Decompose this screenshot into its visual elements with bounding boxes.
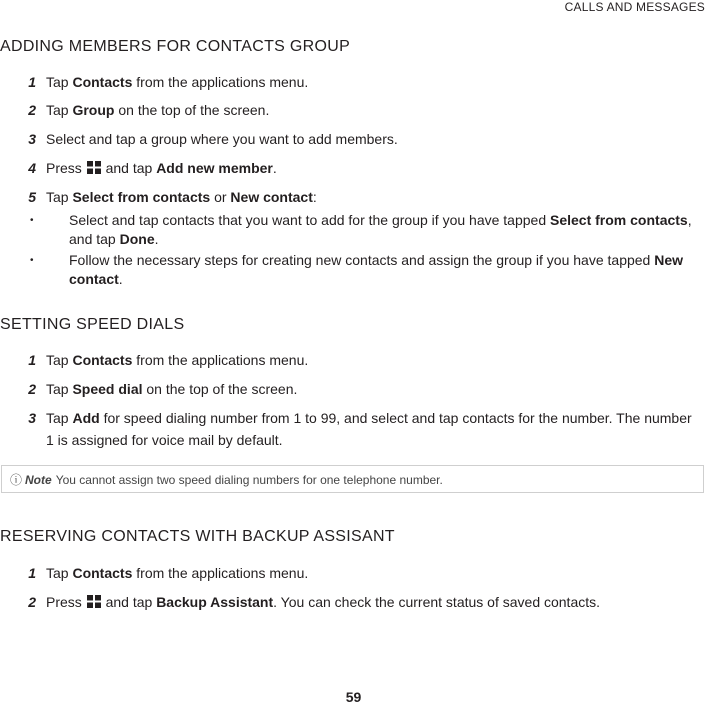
info-icon: ⓘ	[10, 473, 23, 487]
bullet-icon: •	[30, 255, 34, 266]
step-number: 2	[28, 381, 36, 397]
note-label: Note	[25, 473, 52, 487]
step-number: 1	[28, 565, 36, 581]
step-text: Tap Add for speed dialing number from 1 to 99, and select and tap contacts for the number. The number 1 is assigned for voice mail by default.	[46, 410, 692, 448]
step-number: 2	[28, 594, 36, 610]
step-text: Select and tap a group where you want to add members.	[46, 131, 398, 147]
section-title-speed-dials: SETTING SPEED DIALS	[0, 316, 185, 333]
step-number: 1	[28, 352, 36, 368]
section-title-contacts-group: ADDING MEMBERS FOR CONTACTS GROUP	[0, 38, 351, 55]
note-text: You cannot assign two speed dialing numbers for one telephone number.	[55, 473, 443, 487]
bullet-icon: •	[30, 215, 34, 226]
step-number: 5	[28, 189, 36, 205]
step-number: 3	[28, 131, 36, 147]
step-number: 4	[28, 160, 36, 176]
section-title-backup-assistant: RESERVING CONTACTS WITH BACKUP ASSISANT	[0, 528, 395, 545]
menu-grid-icon	[87, 595, 101, 608]
page-number: 59	[345, 689, 362, 705]
step-number: 1	[28, 74, 36, 90]
step-text: Tap Contacts from the applications menu.	[46, 565, 309, 581]
page-header: CALLS AND MESSAGES	[564, 0, 705, 14]
step-text: Tap Contacts from the applications menu.	[46, 352, 309, 368]
bullet-text: Follow the necessary steps for creating new contacts and assign the group if you have tapped New contact.	[69, 252, 684, 287]
step-text: Press and tap Add new member.	[46, 160, 277, 176]
step-text: Tap Contacts from the applications menu.	[46, 74, 309, 90]
step-number: 2	[28, 102, 36, 118]
step-text: Tap Speed dial on the top of the screen.	[46, 381, 298, 397]
step-text: Tap Group on the top of the screen.	[46, 102, 270, 118]
step-text: Tap Select from contacts or New contact:	[46, 189, 317, 205]
note-box	[1, 465, 704, 493]
step-number: 3	[28, 410, 36, 426]
menu-grid-icon	[87, 161, 101, 174]
bullet-text: Select and tap contacts that you want to add for the group if you have tapped Select from contacts, and tap Done.	[69, 212, 692, 247]
step-text: Press and tap Backup Assistant. You can check the current status of saved contacts.	[46, 594, 601, 610]
